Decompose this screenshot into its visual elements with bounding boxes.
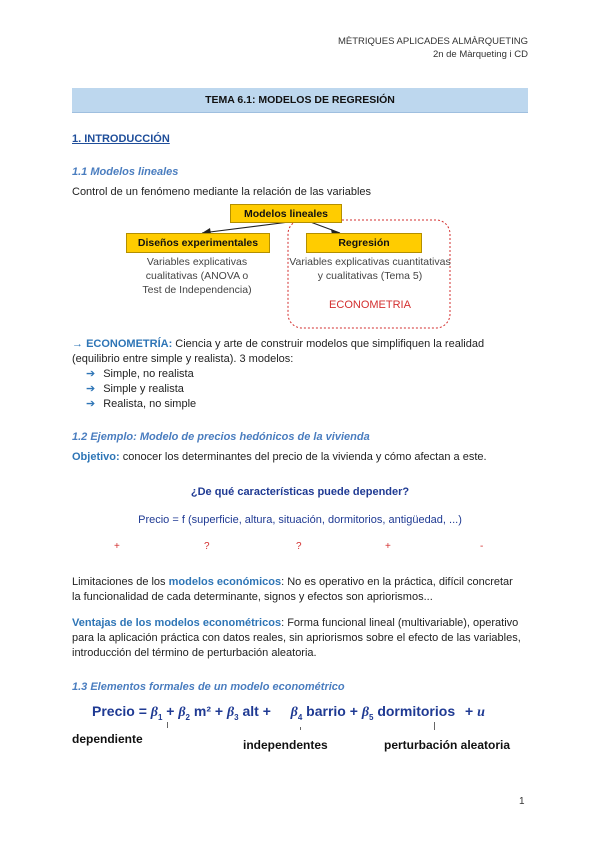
left-desc-line: cualitativas (ANOVA o [145,270,249,282]
modelos-economicos-term: modelos económicos [168,576,282,588]
formula-dependent: Precio = [92,703,147,719]
box-regresion: Regresión [306,233,422,253]
box-disenos-experimentales: Diseños experimentales [126,233,270,253]
formula-part: dormitorios [373,703,456,719]
sign-dormitorios: + [385,541,391,552]
arrow-bullet-icon: ➔ [86,368,96,380]
beta-symbol: β [150,705,158,720]
left-desc-line: Variables explicativas [146,256,248,268]
header-title: MÈTRIQUES APLICADES ALMÀRQUETING [337,36,528,47]
right-description [286,255,454,283]
error-term: u [477,705,485,720]
subscript: 3 [234,712,239,722]
definition-text-2: (equilibrio entre simple y realista). 3 modelos: [72,353,294,365]
arrow-bullet-icon: ➔ [86,398,96,410]
sign-altura: ? [204,541,210,552]
subscript: 4 [297,712,303,722]
list-item [86,397,196,410]
subscript: 2 [185,712,190,722]
question-heading: ¿De qué características puede depender? [190,486,410,498]
formula-part: barrio + [302,703,358,719]
right-desc-line: y cualitativas (Tema 5) [317,270,423,282]
section-title: 1. INTRODUCCIÓN [72,133,170,145]
text: : No es operativo en la práctica, difícil concretar [281,576,513,588]
objetivo-body: conocer los determinantes del precio de la vivienda y cómo afectan a este. [119,451,487,463]
sign-antiguedad: - [480,541,484,552]
page-number: 1 [519,796,525,807]
sign-superficie: + [114,541,120,552]
arrow-bullet-icon: ➔ [86,383,96,395]
beta-symbol: β [290,705,298,720]
formula-part: + [162,703,175,719]
arrow-icon: → [72,338,83,350]
list-item-text: Simple y realista [103,383,184,395]
topic-banner: TEMA 6.1: MODELOS DE REGRESIÓN [72,88,528,113]
text: la funcionalidad de cada determinante, signos y efectos son apriorismos... [72,591,433,603]
subsection-1-1: 1.1 Modelos lineales [72,166,179,178]
label-dependiente: dependiente [72,732,143,746]
models-diagram [120,202,460,332]
limitaciones-paragraph [72,575,532,605]
subscript: 5 [368,712,374,722]
definition-text: Ciencia y arte de construir modelos que simplifiquen la realidad [172,338,485,350]
econometria-term: ECONOMETRÍA: [86,338,173,350]
text: : Forma funcional lineal (multivariable), operativo [281,617,519,629]
beta-symbol: β [226,705,235,720]
tick-mark [434,722,435,730]
list-item [86,367,194,380]
sign-situacion: ? [296,541,302,552]
tick-mark [167,722,168,728]
subsection-1-3: 1.3 Elementos formales de un modelo econométrico [72,681,345,693]
subscript: 1 [157,712,163,722]
formula-part: m² + [189,703,224,719]
box-modelos-lineales: Modelos lineales [230,204,342,223]
intro-text: Control de un fenómeno mediante la relación de las variables [72,186,372,198]
label-independentes: independentes [243,738,328,752]
tick-mark [300,727,301,730]
text: para la aplicación práctica con datos reales, sin apriorismos sobre el efecto de las variables, [72,632,521,644]
objetivo-text [72,450,532,465]
econometria-definition [72,337,532,367]
list-item-text: Realista, no simple [103,398,197,410]
ventajas-term: Ventajas de los modelos econométricos [72,617,282,629]
econometria-label: ECONOMETRIA [329,299,411,311]
beta-symbol: β [178,705,186,720]
formula-part: + [465,703,474,719]
subsection-1-2: 1.2 Ejemplo: Modelo de precios hedónicos de la vivienda [72,431,370,443]
text: Limitaciones de los [72,576,169,588]
list-item [86,382,184,395]
text: introducción del término de perturbación aleatoria. [72,647,317,659]
beta-symbol: β [361,705,369,720]
formula-part: alt + [238,703,271,719]
list-item-text: Simple, no realista [103,368,194,380]
left-desc-line: Test de Independencia) [142,284,252,296]
left-description [120,255,274,297]
header-subtitle: 2n de Màrqueting i CD [432,49,528,60]
precio-function: Precio = f (superficie, altura, situación, dormitorios, antigüedad, ...) [138,514,462,526]
econometric-formula [92,703,485,722]
objetivo-label: Objetivo: [72,451,120,463]
label-perturbacion: perturbación aleatoria [384,738,511,752]
right-desc-line: Variables explicativas cuantitativas [289,256,451,268]
ventajas-paragraph [72,616,542,661]
